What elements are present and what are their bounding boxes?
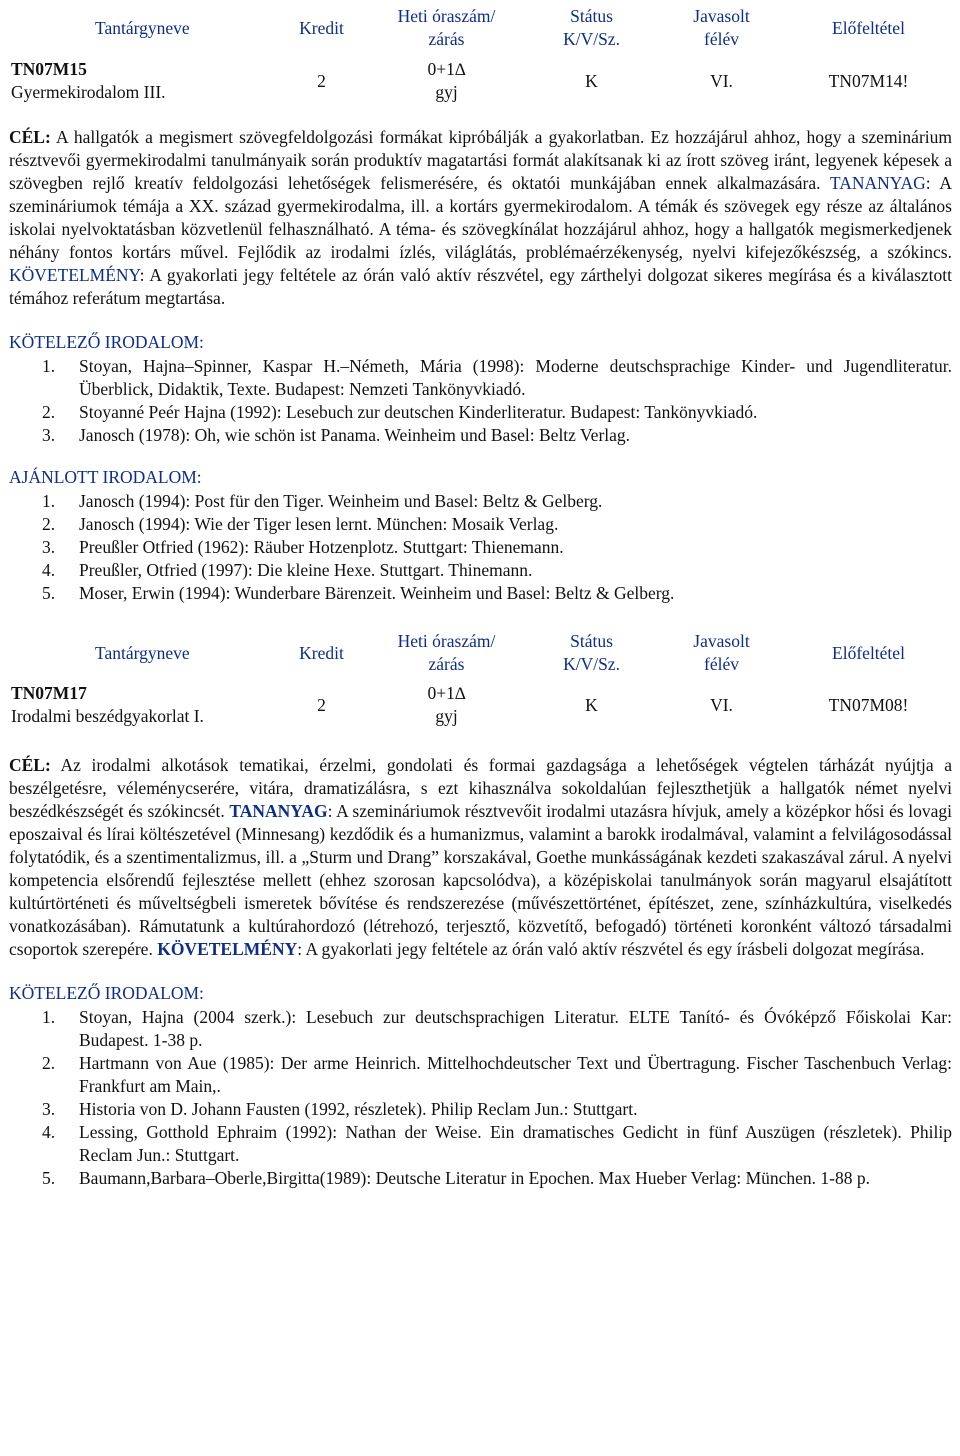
course-name-cell <box>9 51 274 111</box>
course-kredit: 2 <box>317 694 326 715</box>
literature-item <box>9 1006 952 1052</box>
literature-item-text: Janosch (1994): Post für den Tiger. Weinheim und Basel: Beltz & Gelberg. <box>79 491 603 511</box>
header-kredit: Kredit <box>299 642 344 663</box>
literature-item-number: 2. <box>42 514 56 534</box>
course-table-header <box>9 5 953 51</box>
kotelezo-irodalom-title: KÖTELEZŐ IRODALOM: <box>9 332 204 352</box>
literature-item-number: 3. <box>42 1099 56 1119</box>
ajanlott-irodalom-title: AJÁNLOTT IRODALOM: <box>9 467 202 487</box>
header-elofeltetel: Előfeltétel <box>832 642 905 663</box>
cel-text: A hallgatók a megismert szövegfeldolgozási formákat kipróbálják a gyakorlatban. Ez hozzájárul ahhoz, hogy a szeminárium résztvevői gyermekirodalmi tanulmányaik során produktív magatartási formát alakítsanak ki az írott szöveg iránt, legyenek képesek a szövegben rejlő kreatív feldolgozási lehetőségek felismerésére, és oktatói munkájában ennek alkalmazására. <box>9 127 952 193</box>
course-table-1 <box>9 5 953 111</box>
header-oraszam-line1: Heti óraszám/ <box>397 631 496 651</box>
course-felev: VI. <box>710 70 733 91</box>
course-oraszam-line1: 0+1∆ <box>427 683 466 703</box>
course-table-header <box>9 630 953 676</box>
header-oraszam-line1: Heti óraszám/ <box>397 6 496 26</box>
header-status-line1: Státus <box>570 6 613 26</box>
kotelezo-irodalom-list <box>9 355 952 447</box>
header-status-line2: K/V/Sz. <box>563 654 620 674</box>
literature-item-number: 4. <box>42 560 56 580</box>
literature-item-text: Janosch (1994): Wie der Tiger lesen lernt. München: Mosaik Verlag. <box>79 514 559 534</box>
cel-text: Az irodalmi alkotások tematikai, érzelmi, gondolati és formai gazdagsága a lehetőségek végtelen tárházát nyújtja a beszélgetésre, véleménycserére, vitára, dramatizálásra, s ezt kihasználva sokoldalúan fejleszthetjük a hallgatók német nyelvi beszédkészségét és szókincsét. <box>9 755 952 821</box>
header-oraszam <box>369 630 524 676</box>
course-oraszam-line2: gyj <box>435 82 458 102</box>
literature-item <box>9 424 952 447</box>
course-table-2 <box>9 630 953 734</box>
header-felev-line2: félév <box>704 29 739 49</box>
header-felev <box>659 630 784 676</box>
literature-item <box>9 513 952 536</box>
literature-item-number: 5. <box>42 1168 56 1188</box>
header-name: Tantárgyneve <box>95 642 190 663</box>
header-oraszam-line2: zárás <box>428 654 465 674</box>
header-status-line2: K/V/Sz. <box>563 29 620 49</box>
course-code: TN07M17 <box>11 683 87 703</box>
literature-item <box>9 1098 952 1121</box>
header-oraszam <box>369 5 524 51</box>
course-felev: VI. <box>710 694 733 715</box>
course-description-1 <box>9 126 952 310</box>
kotelezo-irodalom-title: KÖTELEZŐ IRODALOM: <box>9 983 204 1003</box>
literature-item-text: Preußler Otfried (1962): Räuber Hotzenplotz. Stuttgart: Thienemann. <box>79 537 564 557</box>
kovetelmeny-label: KÖVETELMÉNY <box>157 939 298 959</box>
course-title: Irodalmi beszédgyakorlat I. <box>11 706 204 726</box>
literature-item <box>9 490 952 513</box>
tananyag-label: TANANYAG <box>829 173 926 193</box>
course-status: K <box>585 694 598 715</box>
header-status <box>524 630 659 676</box>
literature-item-text: Stoyan, Hajna–Spinner, Kaspar H.–Németh, Mária (1998): Moderne deutschsprachige Kinder- und Jugendliteratur. Überblick, Didaktik, Texte. Budapest: Nemzeti Tankönyvkiadó. <box>79 356 952 399</box>
kovetelmeny-label: KÖVETELMÉNY <box>9 265 140 285</box>
literature-item <box>9 536 952 559</box>
header-elofeltetel: Előfeltétel <box>832 17 905 38</box>
literature-item-text: Moser, Erwin (1994): Wunderbare Bärenzeit. Weinheim und Basel: Beltz & Gelberg. <box>79 583 675 603</box>
course-oraszam-line2: gyj <box>435 706 458 726</box>
header-felev-line2: félév <box>704 654 739 674</box>
literature-item-text: Baumann,Barbara–Oberle,Birgitta(1989): Deutsche Literatur in Epochen. Max Hueber Verlag: München. 1-88 p. <box>79 1168 870 1188</box>
kovetelmeny-text: : A gyakorlati jegy feltétele az órán való aktív részvétel, egy zárthelyi dolgozat sikeres megírása és a kiválasztott témához referátum megtartása. <box>9 265 952 308</box>
literature-item-text: Hartmann von Aue (1985): Der arme Heinrich. Mittelhochdeutscher Text und Übertragung. Fischer Taschenbuch Verlag: Frankfurt am Main,. <box>79 1053 952 1096</box>
header-name: Tantárgyneve <box>95 17 190 38</box>
literature-item-number: 3. <box>42 425 56 445</box>
header-oraszam-line2: zárás <box>428 29 465 49</box>
course-description-paragraph <box>9 754 952 961</box>
course-description-2 <box>9 754 952 961</box>
course-code: TN07M15 <box>11 59 87 79</box>
literature-item <box>9 582 952 605</box>
course-elofeltetel: TN07M08! <box>828 694 909 715</box>
course-oraszam-line1: 0+1∆ <box>427 59 466 79</box>
course-oraszam <box>369 51 524 111</box>
course-description-paragraph <box>9 126 952 310</box>
ajanlott-irodalom-list <box>9 490 952 605</box>
header-kredit: Kredit <box>299 17 344 38</box>
literature-item-text: Stoyanné Peér Hajna (1992): Lesebuch zur deutschen Kinderliteratur. Budapest: Tankönyvkiadó. <box>79 402 758 422</box>
literature-item-text: Janosch (1978): Oh, wie schön ist Panama. Weinheim und Basel: Beltz Verlag. <box>79 425 631 445</box>
literature-item-number: 5. <box>42 583 56 603</box>
course-elofeltetel: TN07M14! <box>828 70 909 91</box>
literature-item-number: 1. <box>42 491 56 511</box>
course-table-row <box>9 676 953 734</box>
literature-item-text: Preußler, Otfried (1997): Die kleine Hexe. Stuttgart. Thinemann. <box>79 560 533 580</box>
literature-item <box>9 355 952 401</box>
literature-item-number: 4. <box>42 1122 56 1142</box>
kovetelmeny-text: : A gyakorlati jegy feltétele az órán való aktív részvétel és egy írásbeli dolgozat megírása. <box>297 939 925 959</box>
literature-item-number: 2. <box>42 402 56 422</box>
tananyag-text: : A szemináriumok témája a XX. század gyermekirodalma, ill. a kortárs gyermekirodalom. A témák és szövegek egy része az általános iskolai nyelvoktatásban közvetlenül felhasználható. A téma- és szövegkínálat hozzájárul ahhoz, hogy a hallgatók megismerkedjenek néhány fontos kortárs művel. Fejlődik az irodalmi ízlés, világlátás, problémaérzékenység, nyelvi kifejezőkészség, a szókincs. <box>9 173 953 262</box>
literature-item <box>9 1121 952 1167</box>
literature-item-number: 3. <box>42 537 56 557</box>
literature-item <box>9 1052 952 1098</box>
header-felev <box>659 5 784 51</box>
course-oraszam <box>369 676 524 734</box>
literature-item-text: Lessing, Gotthold Ephraim (1992): Nathan der Weise. Ein dramatisches Gedicht in fünf Auszügen (részletek). Philip Reclam Jun.: Stuttgart. <box>79 1122 952 1165</box>
course-name-cell <box>9 676 274 734</box>
header-felev-line1: Javasolt <box>693 6 750 26</box>
literature-item-number: 1. <box>42 1007 56 1027</box>
literature-item-text: Historia von D. Johann Fausten (1992, részletek). Philip Reclam Jun.: Stuttgart. <box>79 1099 638 1119</box>
literature-item <box>9 559 952 582</box>
literature-item <box>9 1167 952 1190</box>
cel-label: CÉL: <box>9 127 51 147</box>
course-kredit: 2 <box>317 70 326 91</box>
kotelezo-irodalom-list <box>9 1006 952 1190</box>
header-status-line1: Státus <box>570 631 613 651</box>
literature-item <box>9 401 952 424</box>
tananyag-text: : A szemináriumok résztvevőit irodalmi utazásra hívjuk, amely a középkor hősi és lovagi eposzaival és lírai költészetével (Minnesang) kezdődik és a humanizmus, valamint a barokk irodalmával, valamint a felvilágosodással folytatódik, és a szentimentalizmus, ill. a „Sturm und Drang” korszakával, Goethe munkásságának kezdeti szakaszával zárul. A nyelvi kompetencia elsőrendű fejlesztése mellett (ehhez szorosan kapcsolódva), a középiskolai tanulmányok során magyarul elsajátított kultúrtörténeti és műveltségbeli ismeretek bővítése és rendszerezése (művészettörténet, építészet, zene, színházkultúra, viselkedés vonatkozásában). Rámutatunk a kultúrahordozó (létrehozó, terjesztő, közvetítő, befogadó) történeti koronként változó társadalmi csoportok szerepére. <box>9 801 953 959</box>
course-title: Gyermekirodalom III. <box>11 82 166 102</box>
course-status: K <box>585 70 598 91</box>
header-felev-line1: Javasolt <box>693 631 750 651</box>
literature-item-number: 2. <box>42 1053 56 1073</box>
header-status <box>524 5 659 51</box>
cel-label: CÉL: <box>9 755 51 775</box>
tananyag-label: TANANYAG <box>229 801 328 821</box>
literature-item-text: Stoyan, Hajna (2004 szerk.): Lesebuch zur deutschsprachigen Literatur. ELTE Tanító- és Óvóképző Főiskolai Kar: Budapest. 1-38 p. <box>79 1007 952 1050</box>
literature-item-number: 1. <box>42 356 56 376</box>
document-page <box>0 5 960 1456</box>
course-table-row <box>9 51 953 111</box>
